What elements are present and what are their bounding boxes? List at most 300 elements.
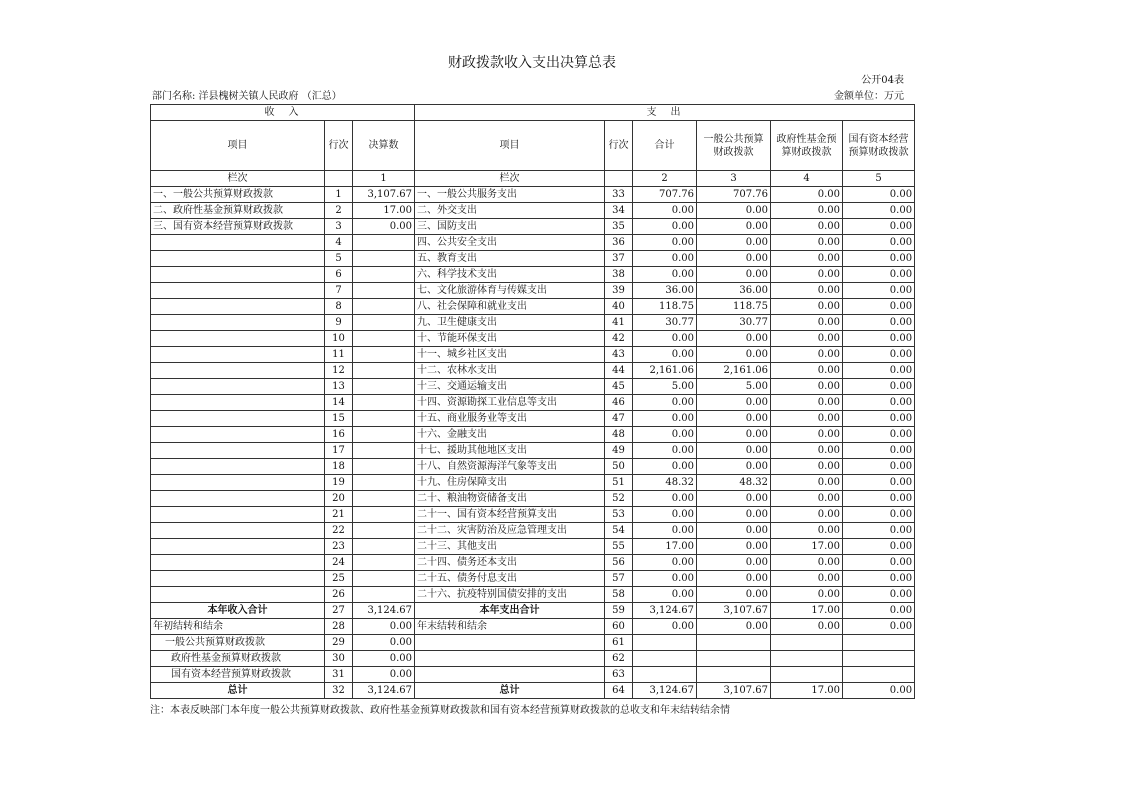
expense-item: 总计 bbox=[415, 683, 605, 699]
total-amount: 0.00 bbox=[633, 443, 697, 459]
income-row: 1 bbox=[325, 187, 353, 203]
department-name: 部门名称: 洋县槐树关镇人民政府 （汇总） bbox=[152, 91, 342, 102]
expense-row: 64 bbox=[605, 683, 633, 699]
income-row: 19 bbox=[325, 475, 353, 491]
income-amount bbox=[353, 475, 415, 491]
income-item bbox=[151, 459, 325, 475]
capital-amount: 0.00 bbox=[843, 459, 915, 475]
table-row bbox=[151, 219, 915, 235]
income-item bbox=[151, 299, 325, 315]
expense-row: 58 bbox=[605, 587, 633, 603]
fund-amount: 0.00 bbox=[771, 523, 843, 539]
fund-amount: 0.00 bbox=[771, 283, 843, 299]
expense-item: 二十四、债务还本支出 bbox=[415, 555, 605, 571]
table-row bbox=[151, 459, 915, 475]
fund-amount: 0.00 bbox=[771, 235, 843, 251]
fund-amount: 0.00 bbox=[771, 491, 843, 507]
expense-row: 45 bbox=[605, 379, 633, 395]
fund-amount: 0.00 bbox=[771, 459, 843, 475]
expense-row: 60 bbox=[605, 619, 633, 635]
total-amount: 0.00 bbox=[633, 203, 697, 219]
capital-amount: 0.00 bbox=[843, 187, 915, 203]
expense-item bbox=[415, 635, 605, 651]
expense-item: 十七、援助其他地区支出 bbox=[415, 443, 605, 459]
capital-amount: 0.00 bbox=[843, 347, 915, 363]
income-amount bbox=[353, 267, 415, 283]
fund-amount: 0.00 bbox=[771, 443, 843, 459]
general-amount: 0.00 bbox=[697, 203, 771, 219]
fund-amount: 17.00 bbox=[771, 603, 843, 619]
income-item bbox=[151, 555, 325, 571]
income-amount bbox=[353, 411, 415, 427]
table-row bbox=[151, 363, 915, 379]
table-row bbox=[151, 587, 915, 603]
fund-amount: 0.00 bbox=[771, 203, 843, 219]
fund-amount: 0.00 bbox=[771, 571, 843, 587]
capital-amount: 0.00 bbox=[843, 507, 915, 523]
income-row: 27 bbox=[325, 603, 353, 619]
income-item: 本年收入合计 bbox=[151, 603, 325, 619]
income-item bbox=[151, 379, 325, 395]
col-expense-item: 项目 bbox=[415, 121, 605, 171]
income-amount bbox=[353, 555, 415, 571]
general-amount: 0.00 bbox=[697, 331, 771, 347]
income-amount bbox=[353, 539, 415, 555]
income-item: 总计 bbox=[151, 683, 325, 699]
income-item: 年初结转和结余 bbox=[151, 619, 325, 635]
income-amount: 3,124.67 bbox=[353, 683, 415, 699]
income-amount: 0.00 bbox=[353, 667, 415, 683]
income-item bbox=[151, 523, 325, 539]
expense-row: 63 bbox=[605, 667, 633, 683]
expense-item: 三、国防支出 bbox=[415, 219, 605, 235]
capital-amount: 0.00 bbox=[843, 555, 915, 571]
expense-item: 八、社会保障和就业支出 bbox=[415, 299, 605, 315]
expense-item: 二十二、灾害防治及应急管理支出 bbox=[415, 523, 605, 539]
general-amount: 0.00 bbox=[697, 459, 771, 475]
capital-amount: 0.00 bbox=[843, 395, 915, 411]
income-row: 4 bbox=[325, 235, 353, 251]
expense-row: 62 bbox=[605, 651, 633, 667]
total-amount: 118.75 bbox=[633, 299, 697, 315]
col-general-budget: 一般公共预算财政拨款 bbox=[697, 121, 771, 171]
capital-amount: 0.00 bbox=[843, 251, 915, 267]
expense-item bbox=[415, 667, 605, 683]
income-row: 8 bbox=[325, 299, 353, 315]
lanci-2: 2 bbox=[633, 171, 697, 187]
income-row: 25 bbox=[325, 571, 353, 587]
income-item bbox=[151, 411, 325, 427]
fund-amount: 0.00 bbox=[771, 619, 843, 635]
expense-row: 42 bbox=[605, 331, 633, 347]
income-row: 30 bbox=[325, 651, 353, 667]
capital-amount bbox=[843, 651, 915, 667]
fund-amount: 0.00 bbox=[771, 315, 843, 331]
income-row: 9 bbox=[325, 315, 353, 331]
income-row: 13 bbox=[325, 379, 353, 395]
lanci-income: 栏次 bbox=[151, 171, 325, 187]
expense-band-header: 支 出 bbox=[415, 105, 915, 121]
expense-item: 五、教育支出 bbox=[415, 251, 605, 267]
income-row: 31 bbox=[325, 667, 353, 683]
general-amount bbox=[697, 635, 771, 651]
total-amount: 3,124.67 bbox=[633, 683, 697, 699]
capital-amount bbox=[843, 667, 915, 683]
general-amount: 3,107.67 bbox=[697, 683, 771, 699]
expense-row: 56 bbox=[605, 555, 633, 571]
income-row: 32 bbox=[325, 683, 353, 699]
general-amount: 5.00 bbox=[697, 379, 771, 395]
total-amount: 0.00 bbox=[633, 219, 697, 235]
total-amount: 36.00 bbox=[633, 283, 697, 299]
table-row bbox=[151, 331, 915, 347]
general-amount: 0.00 bbox=[697, 267, 771, 283]
capital-amount: 0.00 bbox=[843, 235, 915, 251]
capital-amount: 0.00 bbox=[843, 299, 915, 315]
expense-row: 41 bbox=[605, 315, 633, 331]
capital-amount: 0.00 bbox=[843, 619, 915, 635]
income-item bbox=[151, 235, 325, 251]
total-amount: 0.00 bbox=[633, 571, 697, 587]
expense-item: 二十一、国有资本经营预算支出 bbox=[415, 507, 605, 523]
expense-item: 十二、农林水支出 bbox=[415, 363, 605, 379]
total-amount: 0.00 bbox=[633, 235, 697, 251]
general-amount: 0.00 bbox=[697, 395, 771, 411]
general-amount bbox=[697, 651, 771, 667]
expense-row: 59 bbox=[605, 603, 633, 619]
table-row bbox=[151, 651, 915, 667]
expense-row: 39 bbox=[605, 283, 633, 299]
table-row bbox=[151, 555, 915, 571]
expense-item: 一、一般公共服务支出 bbox=[415, 187, 605, 203]
income-row: 29 bbox=[325, 635, 353, 651]
table-row bbox=[151, 619, 915, 635]
income-item bbox=[151, 267, 325, 283]
fund-amount: 0.00 bbox=[771, 395, 843, 411]
expense-row: 46 bbox=[605, 395, 633, 411]
expense-item: 七、文化旅游体育与传媒支出 bbox=[415, 283, 605, 299]
total-amount: 3,124.67 bbox=[633, 603, 697, 619]
total-amount: 0.00 bbox=[633, 587, 697, 603]
total-amount: 0.00 bbox=[633, 251, 697, 267]
total-amount: 0.00 bbox=[633, 459, 697, 475]
general-amount: 48.32 bbox=[697, 475, 771, 491]
total-amount: 707.76 bbox=[633, 187, 697, 203]
amount-unit: 金额单位：万元 bbox=[834, 91, 904, 102]
fund-amount: 0.00 bbox=[771, 507, 843, 523]
general-amount: 0.00 bbox=[697, 555, 771, 571]
income-item bbox=[151, 507, 325, 523]
income-row: 14 bbox=[325, 395, 353, 411]
general-amount: 0.00 bbox=[697, 523, 771, 539]
income-item bbox=[151, 571, 325, 587]
general-amount: 0.00 bbox=[697, 491, 771, 507]
expense-row: 54 bbox=[605, 523, 633, 539]
income-amount bbox=[353, 315, 415, 331]
expense-row: 34 bbox=[605, 203, 633, 219]
table-row bbox=[151, 187, 915, 203]
expense-row: 61 bbox=[605, 635, 633, 651]
general-amount: 0.00 bbox=[697, 587, 771, 603]
income-row: 12 bbox=[325, 363, 353, 379]
total-amount: 0.00 bbox=[633, 491, 697, 507]
income-item bbox=[151, 331, 325, 347]
expense-item: 六、科学技术支出 bbox=[415, 267, 605, 283]
fund-amount: 0.00 bbox=[771, 267, 843, 283]
capital-amount: 0.00 bbox=[843, 587, 915, 603]
lanci-3: 3 bbox=[697, 171, 771, 187]
income-amount: 3,107.67 bbox=[353, 187, 415, 203]
fund-amount: 0.00 bbox=[771, 331, 843, 347]
table-row bbox=[151, 571, 915, 587]
fund-amount: 0.00 bbox=[771, 379, 843, 395]
col-total: 合计 bbox=[633, 121, 697, 171]
fund-amount: 0.00 bbox=[771, 475, 843, 491]
total-amount: 0.00 bbox=[633, 523, 697, 539]
fund-amount: 0.00 bbox=[771, 427, 843, 443]
income-row: 10 bbox=[325, 331, 353, 347]
total-amount bbox=[633, 651, 697, 667]
income-item: 三、国有资本经营预算财政拨款 bbox=[151, 219, 325, 235]
table-row bbox=[151, 683, 915, 699]
expense-row: 37 bbox=[605, 251, 633, 267]
fund-amount: 0.00 bbox=[771, 587, 843, 603]
expense-item: 九、卫生健康支出 bbox=[415, 315, 605, 331]
income-row: 3 bbox=[325, 219, 353, 235]
capital-amount: 0.00 bbox=[843, 491, 915, 507]
capital-amount: 0.00 bbox=[843, 315, 915, 331]
table-row bbox=[151, 603, 915, 619]
col-final-amount: 决算数 bbox=[353, 121, 415, 171]
expense-row: 49 bbox=[605, 443, 633, 459]
income-item bbox=[151, 475, 325, 491]
capital-amount: 0.00 bbox=[843, 427, 915, 443]
expense-row: 48 bbox=[605, 427, 633, 443]
total-amount: 0.00 bbox=[633, 267, 697, 283]
expense-item: 二十五、债务付息支出 bbox=[415, 571, 605, 587]
capital-amount: 0.00 bbox=[843, 523, 915, 539]
total-amount: 0.00 bbox=[633, 395, 697, 411]
general-amount: 0.00 bbox=[697, 235, 771, 251]
expense-row: 53 bbox=[605, 507, 633, 523]
general-amount bbox=[697, 667, 771, 683]
table-row bbox=[151, 635, 915, 651]
income-amount bbox=[353, 363, 415, 379]
table-row bbox=[151, 507, 915, 523]
expense-row: 52 bbox=[605, 491, 633, 507]
table-row bbox=[151, 491, 915, 507]
general-amount: 36.00 bbox=[697, 283, 771, 299]
col-expense-row: 行次 bbox=[605, 121, 633, 171]
expense-item: 十八、自然资源海洋气象等支出 bbox=[415, 459, 605, 475]
income-row: 11 bbox=[325, 347, 353, 363]
general-amount: 0.00 bbox=[697, 507, 771, 523]
income-row: 18 bbox=[325, 459, 353, 475]
table-row bbox=[151, 443, 915, 459]
income-row: 24 bbox=[325, 555, 353, 571]
table-row bbox=[151, 315, 915, 331]
capital-amount: 0.00 bbox=[843, 475, 915, 491]
income-row: 21 bbox=[325, 507, 353, 523]
income-item bbox=[151, 251, 325, 267]
table-row bbox=[151, 203, 915, 219]
capital-amount: 0.00 bbox=[843, 331, 915, 347]
income-row: 20 bbox=[325, 491, 353, 507]
expense-row: 47 bbox=[605, 411, 633, 427]
income-band-header: 收 入 bbox=[151, 105, 415, 121]
expense-row: 43 bbox=[605, 347, 633, 363]
expense-row: 33 bbox=[605, 187, 633, 203]
income-item bbox=[151, 443, 325, 459]
table-row bbox=[151, 347, 915, 363]
income-item bbox=[151, 539, 325, 555]
expense-item bbox=[415, 651, 605, 667]
fund-amount: 0.00 bbox=[771, 187, 843, 203]
lanci-1: 1 bbox=[353, 171, 415, 187]
income-item: 一般公共预算财政拨款 bbox=[151, 635, 325, 651]
total-amount: 0.00 bbox=[633, 331, 697, 347]
income-amount: 0.00 bbox=[353, 635, 415, 651]
table-row bbox=[151, 251, 915, 267]
total-amount: 48.32 bbox=[633, 475, 697, 491]
income-amount: 3,124.67 bbox=[353, 603, 415, 619]
general-amount: 118.75 bbox=[697, 299, 771, 315]
income-item bbox=[151, 347, 325, 363]
table-row bbox=[151, 299, 915, 315]
table-row bbox=[151, 395, 915, 411]
expense-row: 38 bbox=[605, 267, 633, 283]
income-amount: 0.00 bbox=[353, 619, 415, 635]
table-row bbox=[151, 475, 915, 491]
general-amount: 30.77 bbox=[697, 315, 771, 331]
income-row: 23 bbox=[325, 539, 353, 555]
general-amount: 0.00 bbox=[697, 219, 771, 235]
income-amount: 0.00 bbox=[353, 219, 415, 235]
income-item bbox=[151, 395, 325, 411]
fund-amount bbox=[771, 667, 843, 683]
expense-item: 十三、交通运输支出 bbox=[415, 379, 605, 395]
lanci-4: 4 bbox=[771, 171, 843, 187]
total-amount bbox=[633, 635, 697, 651]
income-amount bbox=[353, 251, 415, 267]
income-amount: 17.00 bbox=[353, 203, 415, 219]
income-item: 政府性基金预算财政拨款 bbox=[151, 651, 325, 667]
capital-amount: 0.00 bbox=[843, 539, 915, 555]
col-fund-budget: 政府性基金预算财政拨款 bbox=[771, 121, 843, 171]
income-row: 2 bbox=[325, 203, 353, 219]
general-amount: 0.00 bbox=[697, 619, 771, 635]
expense-item: 二、外交支出 bbox=[415, 203, 605, 219]
capital-amount: 0.00 bbox=[843, 443, 915, 459]
total-amount: 0.00 bbox=[633, 619, 697, 635]
table-row bbox=[151, 379, 915, 395]
fund-amount: 0.00 bbox=[771, 363, 843, 379]
fund-amount: 0.00 bbox=[771, 251, 843, 267]
income-amount bbox=[353, 459, 415, 475]
capital-amount: 0.00 bbox=[843, 283, 915, 299]
income-amount: 0.00 bbox=[353, 651, 415, 667]
general-amount: 3,107.67 bbox=[697, 603, 771, 619]
table-row bbox=[151, 411, 915, 427]
income-row: 16 bbox=[325, 427, 353, 443]
finance-table bbox=[150, 104, 915, 699]
expense-row: 36 bbox=[605, 235, 633, 251]
total-amount: 0.00 bbox=[633, 427, 697, 443]
total-amount: 0.00 bbox=[633, 347, 697, 363]
fund-amount: 0.00 bbox=[771, 299, 843, 315]
lanci-5: 5 bbox=[843, 171, 915, 187]
capital-amount: 0.00 bbox=[843, 203, 915, 219]
income-row: 28 bbox=[325, 619, 353, 635]
income-amount bbox=[353, 571, 415, 587]
fund-amount: 0.00 bbox=[771, 219, 843, 235]
income-amount bbox=[353, 443, 415, 459]
table-row bbox=[151, 427, 915, 443]
income-item bbox=[151, 427, 325, 443]
general-amount: 0.00 bbox=[697, 347, 771, 363]
general-amount: 0.00 bbox=[697, 251, 771, 267]
income-amount bbox=[353, 523, 415, 539]
expense-row: 57 bbox=[605, 571, 633, 587]
capital-amount: 0.00 bbox=[843, 683, 915, 699]
total-amount: 0.00 bbox=[633, 507, 697, 523]
income-row: 26 bbox=[325, 587, 353, 603]
fund-amount: 0.00 bbox=[771, 347, 843, 363]
expense-row: 51 bbox=[605, 475, 633, 491]
capital-amount: 0.00 bbox=[843, 603, 915, 619]
col-income-row: 行次 bbox=[325, 121, 353, 171]
total-amount: 5.00 bbox=[633, 379, 697, 395]
expense-item: 十九、住房保障支出 bbox=[415, 475, 605, 491]
col-income-item: 项目 bbox=[151, 121, 325, 171]
page-title: 财政拨款收入支出决算总表 bbox=[448, 55, 616, 71]
income-item bbox=[151, 587, 325, 603]
capital-amount: 0.00 bbox=[843, 267, 915, 283]
table-row bbox=[151, 539, 915, 555]
fund-amount bbox=[771, 651, 843, 667]
income-amount bbox=[353, 427, 415, 443]
lanci-expense: 栏次 bbox=[415, 171, 605, 187]
general-amount: 0.00 bbox=[697, 539, 771, 555]
expense-item: 四、公共安全支出 bbox=[415, 235, 605, 251]
expense-item: 十六、金融支出 bbox=[415, 427, 605, 443]
income-amount bbox=[353, 379, 415, 395]
general-amount: 0.00 bbox=[697, 411, 771, 427]
table-row bbox=[151, 283, 915, 299]
income-row: 17 bbox=[325, 443, 353, 459]
capital-amount: 0.00 bbox=[843, 379, 915, 395]
general-amount: 2,161.06 bbox=[697, 363, 771, 379]
fund-amount bbox=[771, 635, 843, 651]
income-amount bbox=[353, 331, 415, 347]
expense-item: 二十、粮油物资储备支出 bbox=[415, 491, 605, 507]
income-amount bbox=[353, 507, 415, 523]
expense-row: 50 bbox=[605, 459, 633, 475]
lanci-blank bbox=[325, 171, 353, 187]
fund-amount: 0.00 bbox=[771, 555, 843, 571]
total-amount: 30.77 bbox=[633, 315, 697, 331]
report-sheet bbox=[150, 52, 914, 716]
total-amount: 17.00 bbox=[633, 539, 697, 555]
expense-item: 本年支出合计 bbox=[415, 603, 605, 619]
fund-amount: 0.00 bbox=[771, 411, 843, 427]
general-amount: 707.76 bbox=[697, 187, 771, 203]
expense-item: 十、节能环保支出 bbox=[415, 331, 605, 347]
total-amount: 2,161.06 bbox=[633, 363, 697, 379]
income-item bbox=[151, 315, 325, 331]
total-amount bbox=[633, 667, 697, 683]
income-row: 7 bbox=[325, 283, 353, 299]
